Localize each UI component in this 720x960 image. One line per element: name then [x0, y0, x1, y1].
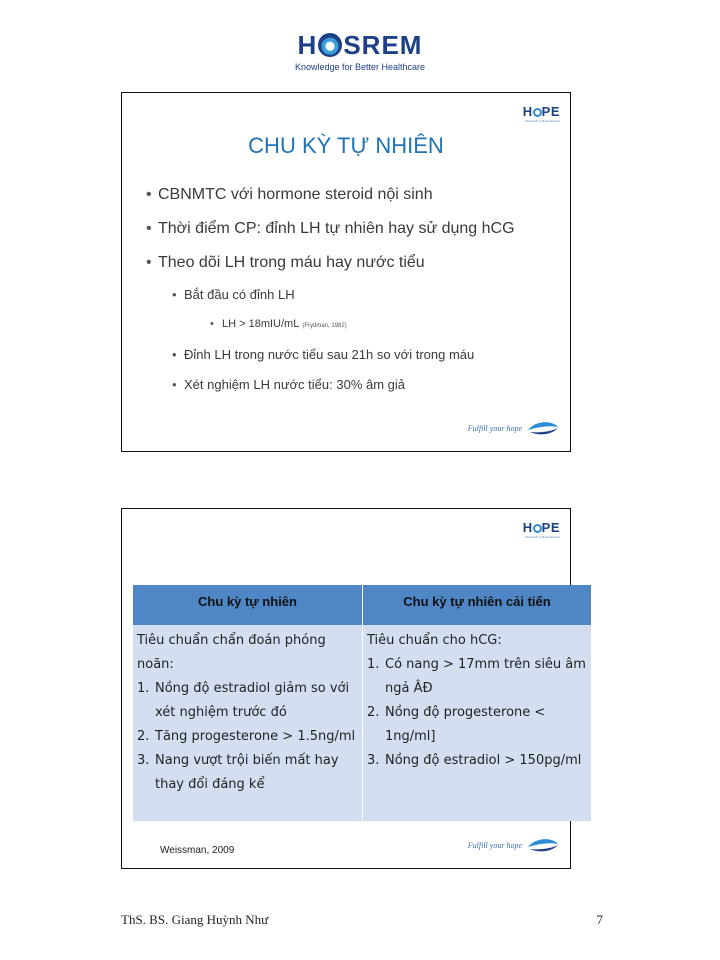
- fulfill-text: Fulfill your hope: [467, 840, 522, 850]
- sub-bullet-item: • Xét nghiệm LH nước tiểu: 30% âm giả: [172, 377, 406, 392]
- fulfill-text: Fulfill your hope: [467, 423, 522, 433]
- slide-natural-cycle: [121, 92, 571, 452]
- circle-icon: [533, 108, 542, 117]
- page-number: 7: [596, 912, 603, 927]
- bullet-item: • Theo dõi LH trong máu hay nước tiểu: [146, 254, 425, 271]
- author-name: ThS. BS. Giang Huỳnh Như: [121, 912, 269, 927]
- table-cell-modified: [362, 625, 591, 821]
- fulfill-hope-logo: [468, 419, 560, 437]
- citation-footnote: Weissman, 2009: [160, 845, 235, 856]
- bullet-item: • Thời điểm CP: đỉnh LH tự nhiên hay sử dụng hCG: [146, 220, 515, 237]
- table-header-natural: Chu kỳ tự nhiên: [133, 585, 362, 625]
- logo-tagline: Knowledge for Better Healthcare: [294, 62, 426, 72]
- bullet-icon: •: [146, 254, 152, 271]
- sub-bullet-item: • Đỉnh LH trong nước tiểu sau 21h so với trong máu: [172, 347, 475, 362]
- eye-icon: [318, 33, 342, 57]
- hosrem-logo: [0, 30, 720, 72]
- logo-text-srem: SREM: [343, 30, 423, 60]
- bullet-icon: •: [172, 287, 177, 302]
- table-cell-natural: [133, 625, 362, 821]
- hope-text-pe: PE: [541, 520, 560, 535]
- list-item: 1. Có nang > 17mm trên siêu âm ngả ÂĐ: [367, 657, 586, 696]
- bullet-list: [146, 185, 560, 407]
- fulfill-hope-logo: [468, 836, 560, 854]
- circle-icon: [533, 524, 542, 533]
- list-item: 3. Nang vượt trội biến mất hay thay đổi đáng kể: [137, 753, 339, 792]
- sub-bullet-item: • Bắt đầu có đỉnh LH: [172, 287, 295, 302]
- list-item: 2. Tăng progesterone > 1.5ng/ml: [137, 729, 356, 744]
- bullet-icon: •: [172, 347, 177, 362]
- table-header-modified: Chu kỳ tự nhiên cải tiến: [362, 585, 591, 625]
- bullet-icon: •: [172, 377, 177, 392]
- bullet-icon: •: [146, 186, 152, 203]
- bullet-item: • CBNMTC với hormone steroid nội sinh: [146, 186, 433, 203]
- hope-text-h: H: [522, 104, 533, 119]
- slide-title: CHU KỲ TỰ NHIÊN: [248, 133, 444, 158]
- cell-intro: Tiêu chuẩn chẩn đoán phóng noãn:: [137, 633, 326, 672]
- hope-text-pe: PE: [541, 104, 560, 119]
- logo-text-h: H: [297, 30, 318, 60]
- hope-subtitle: Research in Reproduction: [525, 535, 560, 539]
- slide-comparison-table: [121, 508, 586, 869]
- sub-sub-bullet-item: • LH > 18mIU/mL (Frydman, 1982): [210, 318, 347, 330]
- list-item: 3. Nồng độ estradiol > 150pg/ml: [367, 753, 582, 768]
- hosrem-wordmark: [298, 30, 423, 60]
- cell-intro: Tiêu chuẩn cho hCG:: [367, 633, 502, 648]
- hope-logo: [523, 521, 560, 539]
- bullet-icon: •: [210, 318, 214, 330]
- list-item: 2. Nồng độ progesterone < 1ng/ml]: [367, 705, 546, 744]
- bullet-icon: •: [146, 220, 152, 237]
- leaf-icon: [526, 836, 560, 854]
- hope-subtitle: Research in Reproduction: [525, 119, 560, 123]
- comparison-table: [133, 585, 591, 821]
- hope-logo: [523, 105, 560, 123]
- citation: (Frydman, 1982): [302, 323, 347, 329]
- hope-text-h: H: [522, 520, 533, 535]
- list-item: 1. Nồng độ estradiol giảm so với xét nghiệm trước đó: [137, 681, 350, 720]
- leaf-icon: [526, 419, 560, 437]
